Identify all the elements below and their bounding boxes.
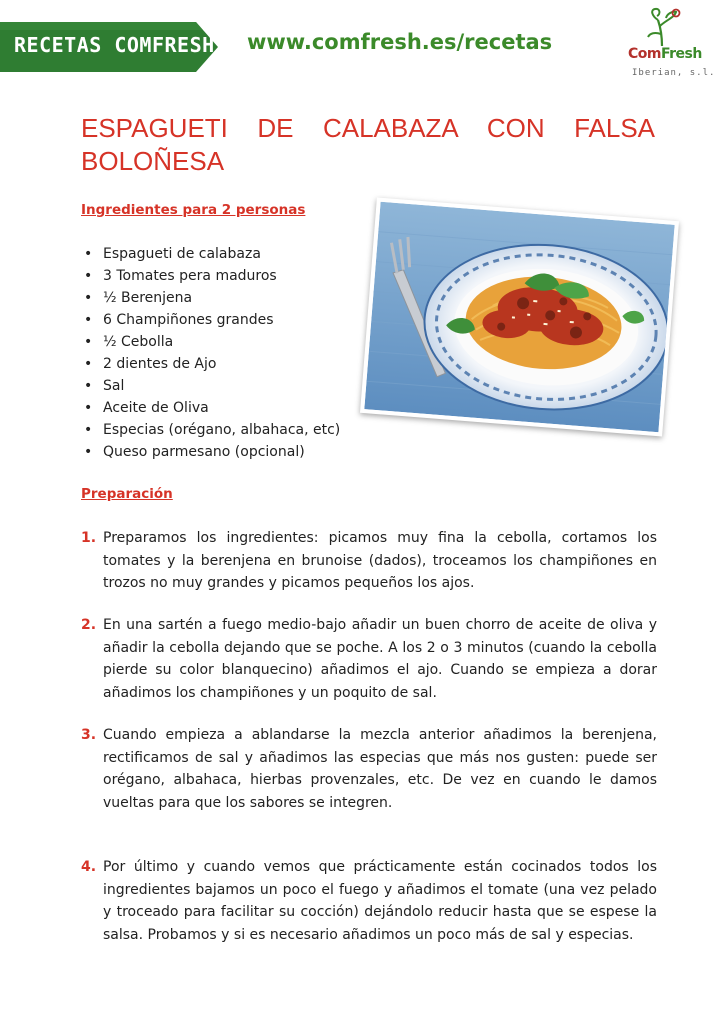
logo-wordmark <box>628 46 702 62</box>
list-item: • ½ Berenjena <box>81 287 340 309</box>
spaghetti-plate-illustration <box>364 202 674 433</box>
list-item: • 3 Tomates pera maduros <box>81 265 340 287</box>
site-url-link[interactable]: www.comfresh.es/recetas <box>247 30 553 54</box>
step-1 <box>81 527 657 595</box>
step-text: Por último y cuando vemos que prácticamente están cocinados todos los ingredientes bajamos un poco el fuego y añadimos el tomate (una vez pelado y troceado para facilitar su cocción) dejándolo reducir hasta que se espese la salsa. Probamos y si es necesario añadimos un poco más de sal y especias. <box>103 859 657 943</box>
step-2 <box>81 614 657 704</box>
list-item: • Queso parmesano (opcional) <box>81 441 340 463</box>
step-text: Cuando empieza a ablandarse la mezcla anterior añadimos la berenjena, rectificamos de sal y añadimos las especias que más nos gusten: puede ser orégano, albahaca, hierbas provenzales, etc. De vez en cuando le damos vueltas para que los sabores se integren. <box>103 727 657 811</box>
step-number: 2. <box>81 617 97 633</box>
list-item: • Sal <box>81 375 340 397</box>
list-item: • Espagueti de calabaza <box>81 243 340 265</box>
logo-word-com: Com <box>628 46 661 62</box>
logo-word-fresh: Fresh <box>660 46 702 62</box>
preparation-heading: Preparación <box>81 486 173 502</box>
step-text: Preparamos los ingredientes: picamos muy fina la cebolla, cortamos los tomates y la berenjena en brunoise (dados), troceamos los champiñones en trozos no muy grandes y picamos pequeños los ajos. <box>103 530 657 591</box>
list-item: • Aceite de Oliva <box>81 397 340 419</box>
sprout-icon <box>622 6 704 48</box>
step-3 <box>81 724 657 814</box>
comfresh-logo <box>622 6 716 84</box>
step-number: 4. <box>81 859 97 875</box>
step-number: 3. <box>81 727 97 743</box>
ingredients-list <box>81 243 340 463</box>
ingredients-heading: Ingredientes para 2 personas <box>81 202 306 218</box>
list-item: • Especias (orégano, albahaca, etc) <box>81 419 340 441</box>
recetas-banner <box>0 22 218 72</box>
list-item: • 6 Champiñones grandes <box>81 309 340 331</box>
step-4 <box>81 856 657 946</box>
recipe-title: ESPAGUETI DE CALABAZA CON FALSA BOLOÑESA <box>81 113 655 176</box>
list-item: • 2 dientes de Ajo <box>81 353 340 375</box>
list-item: • ½ Cebolla <box>81 331 340 353</box>
dish-photo <box>360 197 679 436</box>
step-number: 1. <box>81 530 97 546</box>
logo-subtitle: Iberian, s.l. <box>632 68 716 78</box>
step-text: En una sartén a fuego medio-bajo añadir un buen chorro de aceite de oliva y añadir la cebolla dejando que se poche. A los 2 o 3 minutos (cuando la cebolla pierde su color blanquecino) añadimos el ajo. Cuando se empieza a dorar añadimos los champiñones y un poquito de sal. <box>103 617 657 701</box>
banner-label: RECETAS COMFRESH <box>14 33 215 57</box>
